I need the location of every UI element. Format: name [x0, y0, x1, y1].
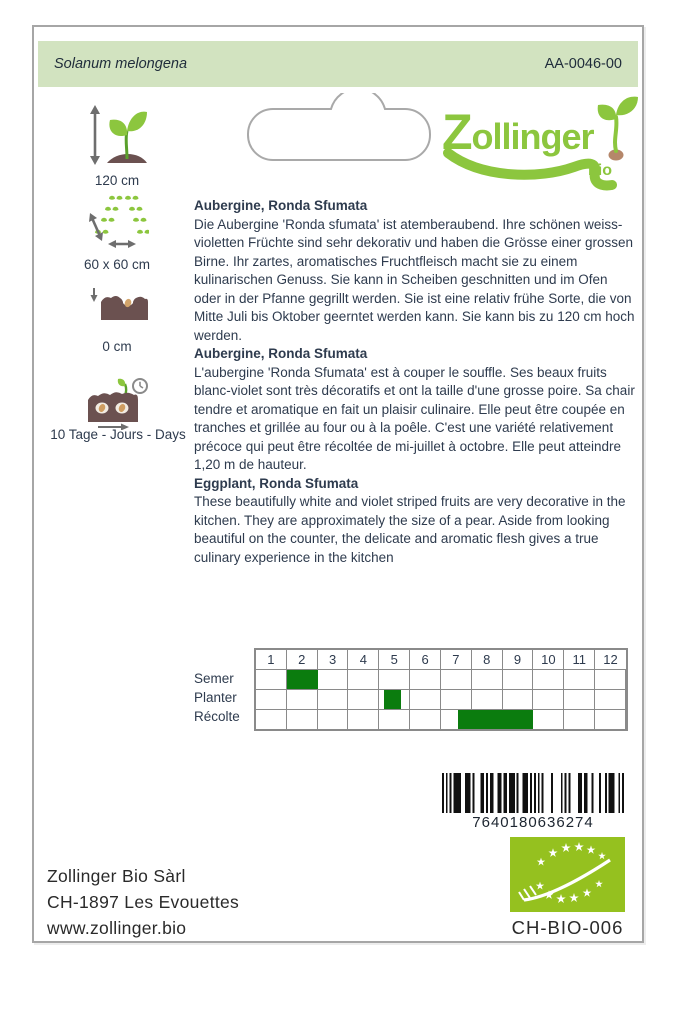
calendar-month-header: 7: [441, 650, 472, 669]
calendar-cell: [318, 710, 349, 729]
barcode-bars: [442, 773, 624, 813]
sowing-depth-label: 0 cm: [102, 339, 132, 354]
section-title-en: Eggplant, Ronda Sfumata: [194, 475, 359, 491]
calendar-cell: [595, 710, 626, 729]
section-title-fr: Aubergine, Ronda Sfumata: [194, 346, 368, 361]
calendar-month-header: 1: [256, 650, 287, 669]
calendar-cell: [503, 670, 534, 689]
calendar-cell: [472, 670, 503, 689]
logo-sprout-icon: [598, 97, 638, 161]
brand-sub: bio: [588, 162, 612, 179]
calendar-row: [256, 670, 626, 690]
calendar-cell: [318, 690, 349, 709]
calendar-month-header: 6: [410, 650, 441, 669]
calendar-cell: [287, 690, 318, 709]
section-title-de: Aubergine, Ronda Sfumata: [194, 198, 368, 213]
calendar-row-labels: [194, 669, 240, 726]
barcode: [442, 773, 624, 831]
calendar-cell: [533, 670, 564, 689]
section-body-de: Die Aubergine 'Ronda sfumata' ist atemberaubend. Ihre schönen weiss-violetten Früchte sind sehr dekorativ und haben die Grösse einer grossen Birne. Ihr zartes, aromatisches Fruchtfleisch macht sie zu einem kulinarischen Genuss. Sie kann in Scheiben geschnitten und im Ofen oder in der Pfanne gegrillt werden. Sie ist eine relativ frühe Sorte, die von Mitte Juli bis Oktober geerntet werden kann. Sie kann bis zu 120 cm hoch werden.: [194, 216, 635, 343]
eu-organic-logo: [510, 837, 625, 912]
calendar-cell: [503, 690, 534, 709]
calendar-cell: [256, 710, 287, 729]
calendar-month-header: 3: [318, 650, 349, 669]
calendar-cell: [256, 670, 287, 689]
calendar-cell: [256, 690, 287, 709]
calendar-row-label: Semer: [194, 671, 234, 686]
calendar-activity-bar: [458, 710, 534, 729]
calendar-cell: [348, 690, 379, 709]
calendar-cell: [379, 670, 410, 689]
calendar-cell: [564, 670, 595, 689]
calendar-month-header: 8: [472, 650, 503, 669]
germination-time-icon: [82, 376, 152, 430]
section-body-en: These beautifully white and violet striped fruits are very decorative in the kitchen. They are approximately the size of a pear. Aside from looking beautiful on the counter, the delicate and aromatic flesh gives a true culinary experience in the kitchen: [194, 494, 626, 565]
hang-tab-outline: [237, 93, 441, 167]
calendar-month-header: 12: [603, 652, 618, 667]
header-band: [38, 41, 638, 87]
calendar-month-header: 9: [503, 650, 534, 669]
germination-time-label: 10 Tage - Jours - Days: [50, 427, 186, 442]
calendar-month-header: 10: [533, 650, 564, 669]
calendar-row-label: Planter: [194, 690, 237, 705]
plant-spacing-label: 60 x 60 cm: [83, 257, 151, 272]
article-number: AA-0046-00: [544, 56, 622, 72]
calendar-header-row: [256, 650, 626, 670]
calendar-cell: [318, 670, 349, 689]
calendar-cell: [348, 670, 379, 689]
barcode-number: 7640180636274: [472, 814, 594, 831]
calendar-cell: [441, 670, 472, 689]
calendar-cell: [287, 710, 318, 729]
calendar-activity-bar: [384, 690, 401, 709]
plant-height-icon: [85, 103, 149, 169]
calendar-cell: [410, 670, 441, 689]
calendar-cell: [564, 710, 595, 729]
calendar-month-header: 2: [287, 650, 318, 669]
company-name: Zollinger Bio Sàrl: [47, 866, 186, 886]
company-address-block: [47, 863, 239, 941]
zollinger-logo: [440, 91, 646, 203]
calendar-cell: [379, 710, 410, 729]
calendar-month-header: 5: [379, 650, 410, 669]
seed-packet-back: [32, 25, 644, 943]
calendar-cell: [410, 710, 441, 729]
description-sections: [194, 197, 638, 567]
botanical-name: Solanum melongena: [54, 56, 188, 72]
calendar-cell: [564, 690, 595, 709]
calendar-activity-bar: [287, 670, 318, 689]
plant-height-label: 120 cm: [94, 173, 140, 188]
calendar-row: [256, 690, 626, 710]
calendar-cell: [595, 670, 626, 689]
company-website: www.zollinger.bio: [47, 918, 187, 938]
sowing-depth-icon: [87, 286, 149, 322]
calendar-cell: [410, 690, 441, 709]
plant-spacing-icon: [87, 194, 149, 252]
calendar-cell: [348, 710, 379, 729]
calendar-cell: [533, 690, 564, 709]
company-location: CH-1897 Les Evouettes: [47, 892, 240, 912]
calendar-row-label: Récolte: [194, 709, 240, 724]
calendar-month-header: 4: [348, 650, 379, 669]
calendar-row: [256, 710, 626, 729]
calendar-cell: [472, 690, 503, 709]
calendar-table: [254, 648, 628, 731]
organic-certification-code: CH-BIO-006: [511, 917, 624, 938]
brand-name: Zollinger: [442, 104, 594, 160]
calendar-cell: [533, 710, 564, 729]
section-body-fr: L'aubergine 'Ronda Sfumata' est à couper le souffle. Ses beaux fruits blanc-violet sont très décoratifs et ont la taille d'une grosse poire. Sa chair tendre et aromatique en fait un plaisir culinaire. Elle peut être coupée en tranches et grillée au four ou à la poêle. C'est une variété relativement précoce qui peut être récoltée de mi-juillet à octobre. Elle peut atteindre 1,20 m de hauteur.: [194, 364, 635, 472]
calendar-month-header: 11: [564, 650, 595, 669]
calendar-cell: [595, 690, 626, 709]
calendar-cell: [441, 690, 472, 709]
